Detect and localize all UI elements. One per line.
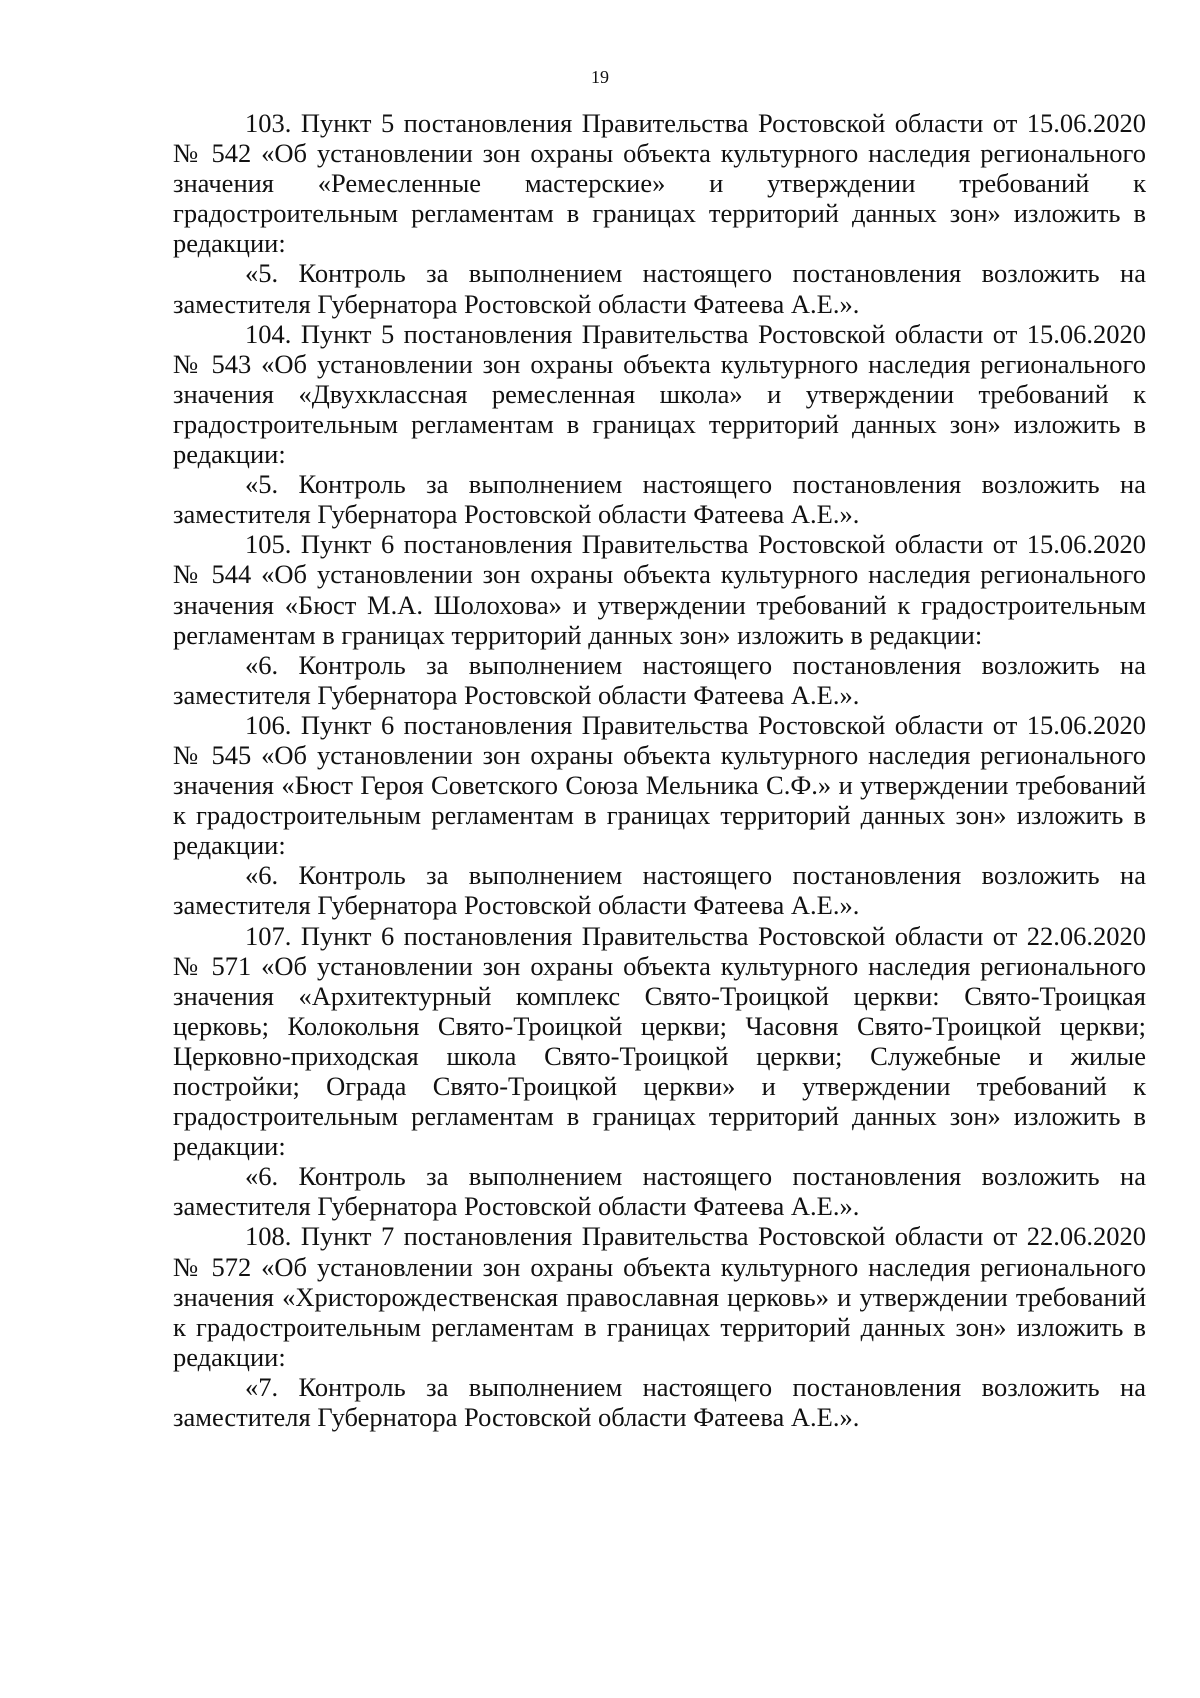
paragraph-item-105: 105. Пункт 6 постановления Правительства Ростовской области от 15.06.2020 № 544 «Об установлении зон охраны объекта культурного наследия регионального значения «Бюст М.А. Шолохова» и утверждении требований к градостроительным регламентам в границах территорий данных зон» изложить в редакции:	[173, 529, 1146, 650]
document-body	[173, 108, 1146, 1432]
paragraph-amendment-108: «7. Контроль за выполнением настоящего постановления возложить на заместителя Губернатора Ростовской области Фатеева А.Е.».	[173, 1371, 1146, 1433]
paragraph-item-107: 107. Пункт 6 постановления Правительства Ростовской области от 22.06.2020 № 571 «Об установлении зон охраны объекта культурного наследия регионального значения «Архитектурный комплекс Свято-Троицкой церкви: Свято-Троицкая церковь; Колокольня Свято-Троицкой церкви; Часовня Свято-Троицкой церкви; Церковно-приходская школа Свято-Троицкой церкви; Служебные и жилые постройки; Ограда Свято-Троицкой церкви» и утверждении требований к градостроительным регламентам в границах территорий данных зон» изложить в редакции:	[173, 920, 1146, 1162]
paragraph-item-108: 108. Пункт 7 постановления Правительства Ростовской области от 22.06.2020 № 572 «Об установлении зон охраны объекта культурного наследия регионального значения «Христорождественская православная церковь» и утверждении требований к градостроительным регламентам в границах территорий данных зон» изложить в редакции:	[173, 1221, 1146, 1372]
paragraph-amendment-104: «5. Контроль за выполнением настоящего постановления возложить на заместителя Губернатора Ростовской области Фатеева А.Е.».	[173, 469, 1146, 530]
page-number: 19	[591, 67, 609, 87]
paragraph-amendment-107: «6. Контроль за выполнением настоящего постановления возложить на заместителя Губернатора Ростовской области Фатеева А.Е.».	[173, 1161, 1146, 1222]
paragraph-item-103: 103. Пункт 5 постановления Правительства Ростовской области от 15.06.2020 № 542 «Об установлении зон охраны объекта культурного наследия регионального значения «Ремесленные мастерские» и утверждении требований к градостроительным регламентам в границах территорий данных зон» изложить в редакции:	[173, 108, 1146, 259]
paragraph-amendment-105: «6. Контроль за выполнением настоящего постановления возложить на заместителя Губернатора Ростовской области Фатеева А.Е.».	[173, 649, 1146, 710]
paragraph-amendment-106: «6. Контроль за выполнением настоящего постановления возложить на заместителя Губернатора Ростовской области Фатеева А.Е.».	[173, 860, 1146, 921]
paragraph-amendment-103: «5. Контроль за выполнением настоящего постановления возложить на заместителя Губернатора Ростовской области Фатеева А.Е.».	[173, 258, 1146, 319]
paragraph-item-106: 106. Пункт 6 постановления Правительства Ростовской области от 15.06.2020 № 545 «Об установлении зон охраны объекта культурного наследия регионального значения «Бюст Героя Советского Союза Мельника С.Ф.» и утверждении требований к градостроительным регламентам в границах территорий данных зон» изложить в редакции:	[173, 709, 1146, 861]
paragraph-item-104: 104. Пункт 5 постановления Правительства Ростовской области от 15.06.2020 № 543 «Об установлении зон охраны объекта культурного наследия регионального значения «Двухклассная ремесленная школа» и утверждении требований к градостроительным регламентам в границах территорий данных зон» изложить в редакции:	[173, 318, 1146, 470]
